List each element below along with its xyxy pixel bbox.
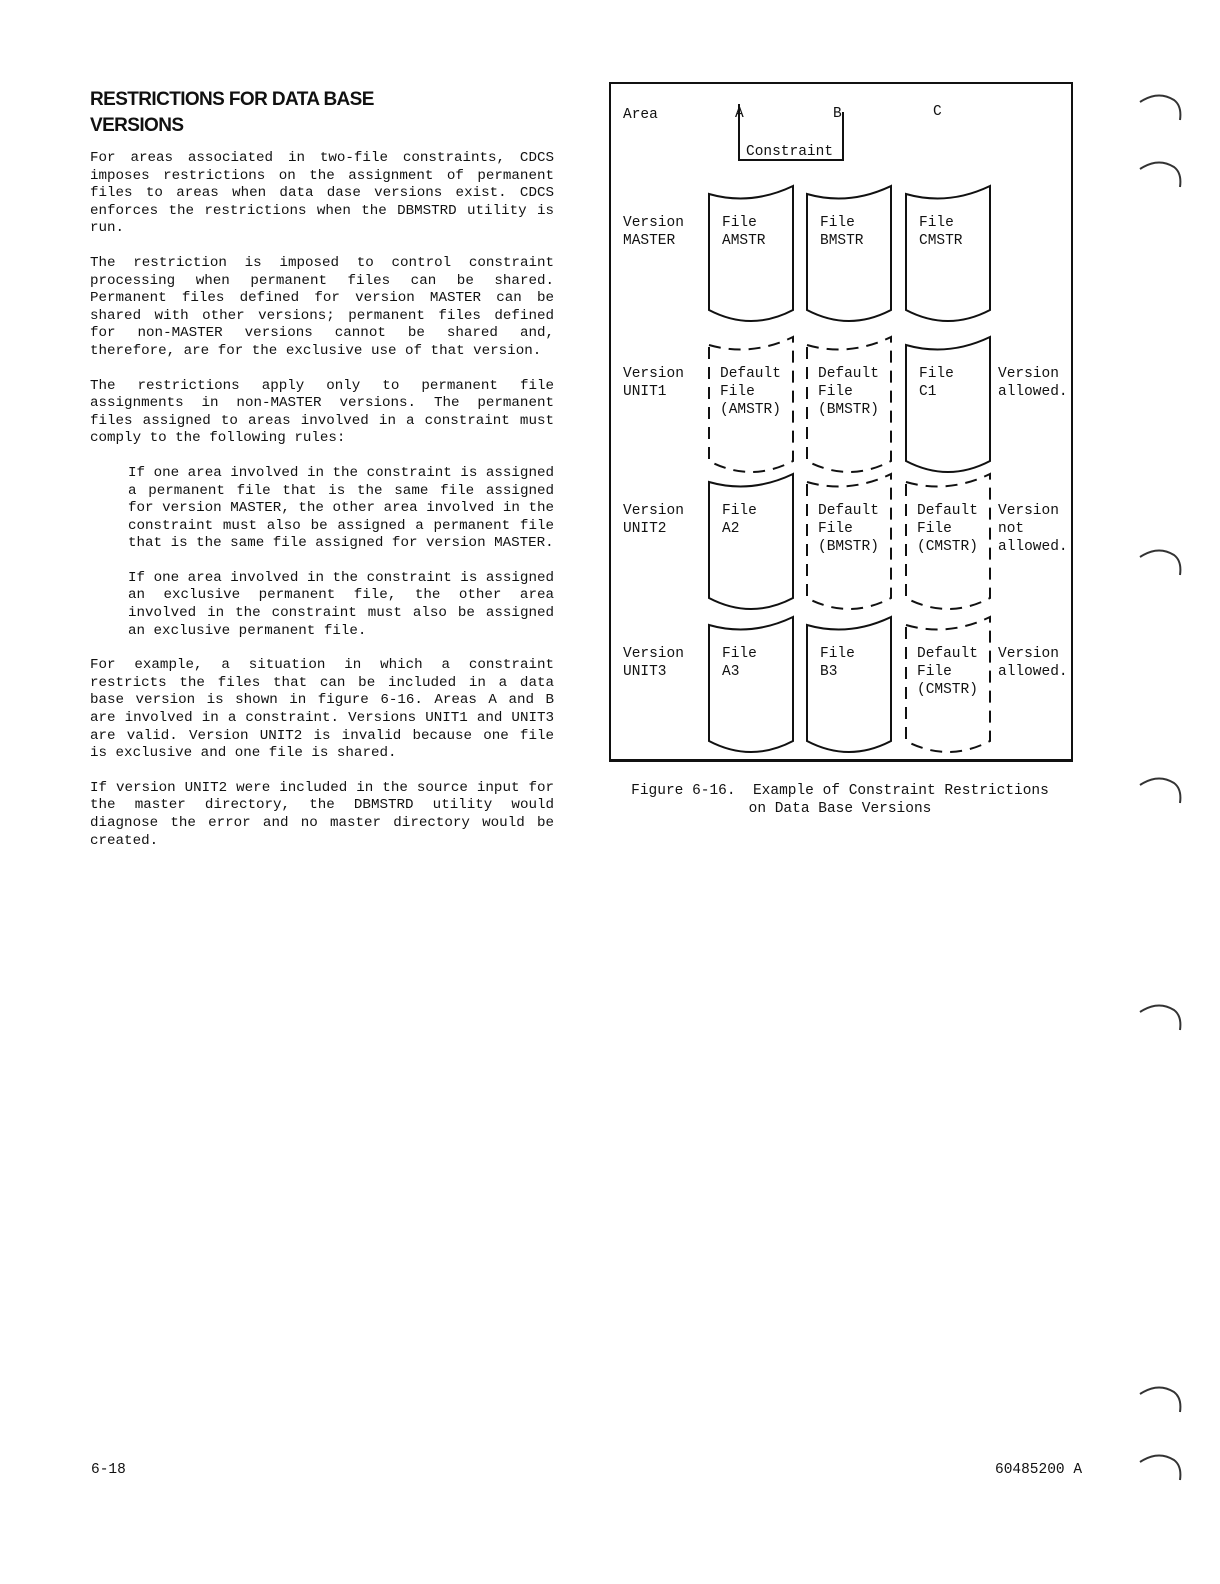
- paragraph-5: If version UNIT2 were included in the source input for the master directory, the DBMSTRD utility would diagnose the error and no master directory would be created.: [90, 779, 554, 849]
- version-status-note: allowed.: [998, 664, 1068, 680]
- binder-hole-mark: [1138, 771, 1186, 807]
- file-label-line3: (CMSTR): [917, 682, 978, 698]
- version-name: UNIT1: [623, 384, 667, 400]
- rule-2: If one area involved in the constraint is assigned an exclusive permanent file, the other area involved in the constraint must also be assigned an exclusive permanent file.: [128, 569, 554, 639]
- binder-hole-mark: [1138, 998, 1186, 1034]
- file-label-line2: A3: [722, 664, 740, 680]
- section-title-line1: RESTRICTIONS FOR DATA BASE: [90, 89, 374, 110]
- version-status-note: Version: [998, 646, 1059, 662]
- file-label-line3: (BMSTR): [818, 539, 879, 555]
- figure-caption: [600, 782, 1080, 818]
- area-b-label: B: [833, 106, 842, 122]
- paragraph-2: The restriction is imposed to control constraint processing when permanent files can be shared. Permanent files defined for version MASTER can be shared with other versions; permanent files defined for non-MASTER versions cannot be shared and, therefore, are for the exclusive use of that version.: [90, 254, 554, 359]
- version-label: Version: [623, 366, 684, 382]
- file-label-line1: File: [722, 503, 757, 519]
- binder-hole-mark: [1138, 1380, 1186, 1416]
- version-label: Version: [623, 215, 684, 231]
- rule-1: If one area involved in the constraint is assigned a permanent file that is the same file assigned for version MASTER, the other area involved in the constraint must also be assigned a permanent file that is the same file assigned for version MASTER.: [128, 464, 554, 552]
- version-label: Version: [623, 646, 684, 662]
- version-status-note: allowed.: [998, 384, 1068, 400]
- file-cylinder: [807, 617, 891, 752]
- file-cylinder: [906, 337, 990, 472]
- page-number: 6-18: [91, 1462, 126, 1478]
- section-title-line2: VERSIONS: [90, 115, 184, 136]
- file-label-line2: CMSTR: [919, 233, 963, 249]
- file-label-line1: Default: [818, 503, 879, 519]
- file-label-line1: File: [820, 646, 855, 662]
- file-label-line1: Default: [917, 503, 978, 519]
- file-cylinder: [709, 186, 793, 321]
- file-label-line1: File: [722, 646, 757, 662]
- file-label-line2: File: [818, 521, 853, 537]
- version-name: UNIT2: [623, 521, 667, 537]
- binder-hole-mark: [1138, 1448, 1186, 1484]
- paragraph-3: The restrictions apply only to permanent file assignments in non-MASTER versions. The permanent files assigned to areas involved in a constraint must comply to the following rules:: [90, 377, 554, 447]
- file-label-line2: File: [818, 384, 853, 400]
- constraint-label: Constraint: [746, 144, 834, 160]
- file-label-line2: File: [917, 664, 952, 680]
- file-label-line3: (BMSTR): [818, 402, 879, 418]
- binder-hole-mark: [1138, 543, 1186, 579]
- file-label-line1: File: [820, 215, 855, 231]
- paragraph-4: For example, a situation in which a constraint restricts the files that can be included in a data base version is shown in figure 6-16. Areas A and B are involved in a constraint. Versions UNIT1 and UNIT3 are valid. Version UNIT2 is invalid because one file is exclusive and one file is shared.: [90, 657, 554, 762]
- file-label-line1: Default: [917, 646, 978, 662]
- version-name: MASTER: [623, 233, 676, 249]
- version-status-note: Version: [998, 366, 1059, 382]
- file-label-line2: AMSTR: [722, 233, 766, 249]
- file-cylinder: [807, 186, 891, 321]
- file-label-line3: (CMSTR): [917, 539, 978, 555]
- paragraph-1: For areas associated in two-file constraints, CDCS imposes restrictions on the assignment of permanent files to areas when data dase versions exist. CDCS enforces the restrictions when the DBMSTRD utility is run.: [90, 150, 554, 237]
- version-label: Version: [623, 503, 684, 519]
- version-status-note: allowed.: [998, 539, 1068, 555]
- file-cylinder: [709, 474, 793, 609]
- binder-hole-mark: [1138, 88, 1186, 124]
- document-number: 60485200 A: [995, 1462, 1083, 1478]
- file-label-line1: Default: [720, 366, 781, 382]
- area-label: Area: [623, 107, 658, 123]
- file-label-line2: B3: [820, 664, 838, 680]
- file-label-line2: A2: [722, 521, 740, 537]
- file-cylinder: [906, 186, 990, 321]
- file-label-line1: File: [722, 215, 757, 231]
- binder-hole-mark: [1138, 155, 1186, 191]
- file-label-line3: (AMSTR): [720, 402, 781, 418]
- file-label-line1: File: [919, 366, 954, 382]
- file-label-line1: Default: [818, 366, 879, 382]
- file-label-line2: C1: [919, 384, 937, 400]
- area-c-label: C: [933, 104, 942, 120]
- file-label-line1: File: [919, 215, 954, 231]
- version-status-note: not: [998, 521, 1025, 537]
- file-label-line2: File: [720, 384, 755, 400]
- caption-line1: Figure 6-16. Example of Constraint Restrictions: [631, 783, 1049, 799]
- file-label-line2: BMSTR: [820, 233, 864, 249]
- file-cylinder: [709, 617, 793, 752]
- area-a-label: A: [735, 106, 744, 122]
- file-label-line2: File: [917, 521, 952, 537]
- version-name: UNIT3: [623, 664, 667, 680]
- caption-line2: on Data Base Versions: [748, 801, 932, 817]
- version-status-note: Version: [998, 503, 1059, 519]
